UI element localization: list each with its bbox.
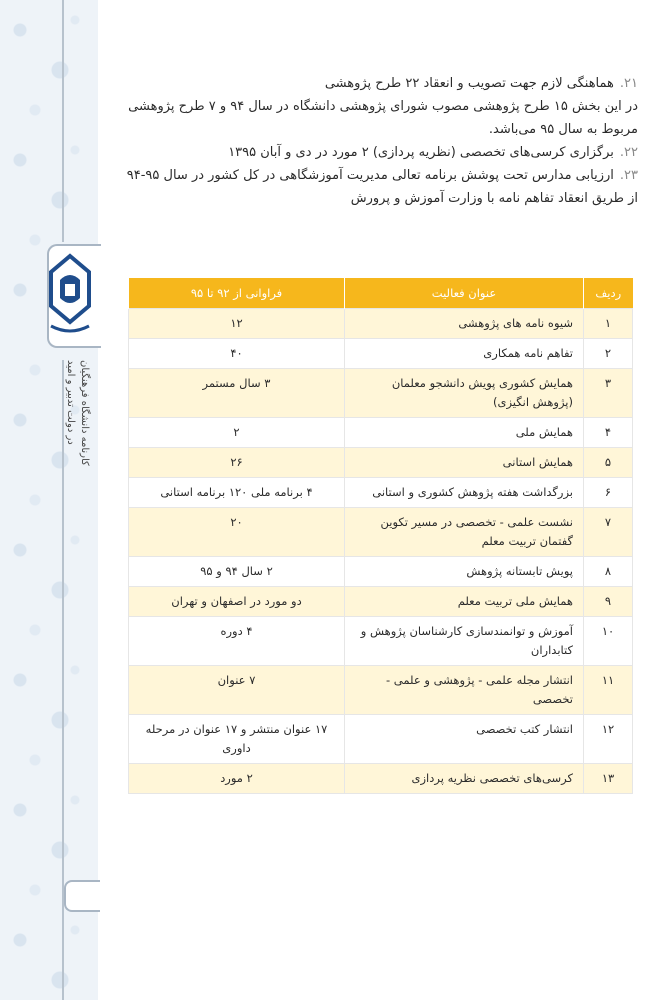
sidebar-caption: [64, 360, 98, 520]
activity-title: بزرگداشت هفته پژوهش کشوری و استانی: [345, 478, 584, 508]
page-number-tab: [64, 880, 100, 912]
activity-frequency: ۱۷ عنوان منتشر و ۱۷ عنوان در مرحله داوری: [129, 715, 345, 764]
header-activity-title: عنوان فعالیت: [345, 278, 584, 309]
row-number: ۹: [584, 587, 633, 617]
activity-title: انتشار کتب تخصصی: [345, 715, 584, 764]
activity-title: همایش ملی: [345, 418, 584, 448]
table-row: [129, 587, 633, 617]
table-row: [129, 339, 633, 369]
row-number: ۴: [584, 418, 633, 448]
activity-frequency: ۲: [129, 418, 345, 448]
table-row: [129, 418, 633, 448]
activity-frequency: ۴ دوره: [129, 617, 345, 666]
item-text: ارزیابی مدارس تحت پوشش برنامه تعالی مدیریت آموزشگاهی در کل کشور در سال ۹۵-۹۴ از طریق انعقاد تفاهم نامه با وزارت آموزش و پرورش: [126, 168, 638, 206]
table-row: [129, 508, 633, 557]
row-number: ۸: [584, 557, 633, 587]
activity-frequency: ۲ سال ۹۴ و ۹۵: [129, 557, 345, 587]
row-number: ۱: [584, 309, 633, 339]
row-number: ۷: [584, 508, 633, 557]
row-number: ۳: [584, 369, 633, 418]
sidebar-caption-line1: کارنامه دانشگاه فرهنگیان: [79, 360, 90, 466]
activity-title: تفاهم نامه همکاری: [345, 339, 584, 369]
item-number: ۲۱.: [619, 76, 638, 91]
table-row: [129, 764, 633, 794]
list-item: [124, 141, 638, 164]
activity-frequency: ۲۶: [129, 448, 345, 478]
activity-title: همایش استانی: [345, 448, 584, 478]
activity-title: آموزش و توانمندسازی کارشناسان پژوهش و کتابداران: [345, 617, 584, 666]
table-row: [129, 369, 633, 418]
activity-frequency: ۱۲: [129, 309, 345, 339]
activity-title: انتشار مجله علمی - پژوهشی و علمی - تخصصی: [345, 666, 584, 715]
activity-title: همایش ملی تربیت معلم: [345, 587, 584, 617]
list-item: [124, 164, 638, 210]
header-frequency: فراوانی از ۹۲ تا ۹۵: [129, 278, 345, 309]
activity-frequency: ۴۰: [129, 339, 345, 369]
row-number: ۱۰: [584, 617, 633, 666]
report-items: [124, 72, 638, 210]
activity-title: شیوه نامه های پژوهشی: [345, 309, 584, 339]
table-row: [129, 715, 633, 764]
table-row: [129, 309, 633, 339]
activity-title: نشست علمی - تخصصی در مسیر تکوین گفتمان تربیت معلم: [345, 508, 584, 557]
row-number: ۵: [584, 448, 633, 478]
item-text: در این بخش ۱۵ طرح پژوهشی مصوب شورای پژوهشی دانشگاه در سال ۹۴ و ۷ طرح پژوهشی مربوط به سال ۹۵ می‌باشد.: [128, 99, 638, 137]
table-row: [129, 666, 633, 715]
activity-frequency: ۴ برنامه ملی ۱۲۰ برنامه استانی: [129, 478, 345, 508]
row-number: ۱۳: [584, 764, 633, 794]
item-number: ۲۲.: [619, 145, 638, 160]
table-row: [129, 448, 633, 478]
table-row: [129, 617, 633, 666]
table-header-row: [129, 278, 633, 309]
row-number: ۲: [584, 339, 633, 369]
activity-frequency: ۷ عنوان: [129, 666, 345, 715]
row-number: ۱۲: [584, 715, 633, 764]
activity-frequency: ۲۰: [129, 508, 345, 557]
row-number: ۶: [584, 478, 633, 508]
row-number: ۱۱: [584, 666, 633, 715]
item-text: هماهنگی لازم جهت تصویب و انعقاد ۲۲ طرح پژوهشی: [324, 76, 614, 91]
table-row: [129, 478, 633, 508]
university-logo: [45, 250, 95, 340]
item-number: ۲۳.: [619, 168, 638, 183]
activity-frequency: دو مورد در اصفهان و تهران: [129, 587, 345, 617]
activity-title: همایش کشوری پویش دانشجو معلمان (پژوهش انگیزی): [345, 369, 584, 418]
item-text: برگزاری کرسی‌های تخصصی (نظریه پردازی) ۲ مورد در دی و آبان ۱۳۹۵: [228, 145, 614, 160]
table-row: [129, 557, 633, 587]
header-row-number: ردیف: [584, 278, 633, 309]
activity-frequency: ۲ مورد: [129, 764, 345, 794]
activities-table: [128, 278, 633, 794]
activity-title: پویش تابستانه پژوهش: [345, 557, 584, 587]
list-item-detail: [124, 95, 638, 141]
activity-frequency: ۳ سال مستمر: [129, 369, 345, 418]
list-item: [124, 72, 638, 95]
activity-title: کرسی‌های تخصصی نظریه پردازی: [345, 764, 584, 794]
sidebar-caption-line2: در دولت تدبیر و امید: [65, 360, 76, 445]
sidebar-border-top: [62, 0, 100, 242]
